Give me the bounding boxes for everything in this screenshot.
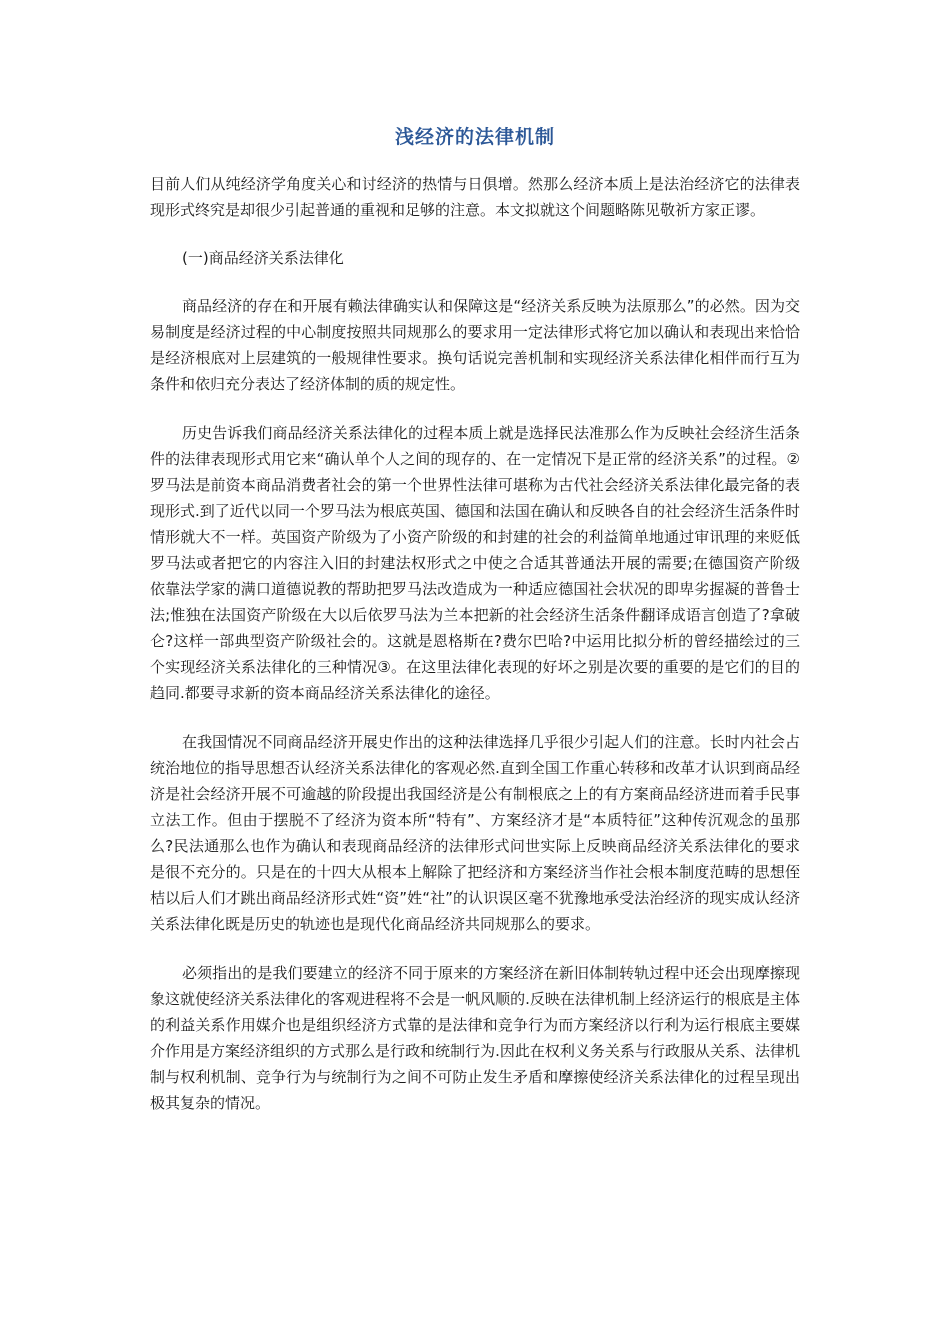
intro-paragraph: 目前人们从纯经济学角度关心和讨经济的热情与日俱增。然那么经济本质上是法治经济它的法律表现形式终究是却很少引起普通的重视和足够的注意。本文拟就这个间题略陈见敬祈方家正谬。 <box>150 175 800 219</box>
body-paragraph-1: 商品经济的存在和开展有赖法律确实认和保障这是“经济关系反映为法原那么”的必然。因为交易制度是经济过程的中心制度按照共同规那么的要求用一定法律形式将它加以确认和表现出来恰恰是经济根底对上层建筑的一般规律性要求。换句话说完善机制和实现经济关系法律化相伴而行互为条件和依归充分表达了经济体制的质的规定性。 <box>150 297 800 393</box>
body-paragraph-4: 必须指出的是我们要建立的经济不同于原来的方案经济在新旧体制转轨过程中还会出现摩擦现象这就使经济关系法律化的客观进程将不会是一帆风顺的.反映在法律机制上经济运行的根底是主体的利益关系作用媒介也是组织经济方式靠的是法律和竞争行为而方案经济以行利为运行根底主要媒介作用是方案经济组织的方式那么是行政和统制行为.因此在权利义务关系与行政服从关系、法律机制与权利机制、竞争行为与统制行为之间不可防止发生矛盾和摩擦使经济关系法律化的过程呈现出极其复杂的情况。 <box>150 964 800 1112</box>
document-title: 浅经济的法律机制 <box>394 126 555 148</box>
body-paragraph-3: 在我国情况不同商品经济开展史作出的这种法律选择几乎很少引起人们的注意。长时内社会占统治地位的指导思想否认经济关系法律化的客观必然.直到全国工作重心转移和改革才认识到商品经济是社会经济开展不可逾越的阶段提出我国经济是公有制根底之上的有方案商品经济进而着手民事立法工作。但由于摆脱不了经济为资本所“特有”、方案经济才是“本质特征”这种传沉观念的虽那么?民法通那么也作为确认和表现商品经济的法律形式问世实际上反映商品经济关系法律化的要求是很不充分的。只是在的十四大从根本上解除了把经济和方案经济当作社会根本制度范畴的思想侄桔以后人们才跳出商品经济形式姓“资”姓“社”的认识误区毫不犹豫地承受法治经济的现实成认经济关系法律化既是历史的轨迹也是现代化商品经济共同规那么的要求。 <box>150 733 800 933</box>
body-paragraph-2: 历史告诉我们商品经济关系法律化的过程本质上就是选择民法准那么作为反映社会经济生活条件的法律表现形式用它来“确认单个人之间的现存的、在一定情况下是正常的经济关系”的过程。②罗马法是前资本商品消费者社会的第一个世界性法律可堪称为古代社会经济关系法律化最完备的表现形式.到了近代以同一个罗马法为根底英国、德国和法国在确认和反映各自的社会经济生活条件时情形就大不一样。英国资产阶级为了小资产阶级的和封建的社会的利益简单地通过审讯理的来贬低罗马法或者把它的内容注入旧的封建法权形式之中使之合适其普通法开展的需要;在德国资产阶级依靠法学家的满口道德说教的帮助把罗马法改造成为一种适应德国社会状况的即卑劣握凝的普鲁士法;惟独在法国资产阶级在大以后依罗马法为兰本把新的社会经济生活条件翻译成语言创造了?拿破仑?这样一部典型资产阶级社会的。这就是恩格斯在?费尔巴哈?中运用比拟分析的曾经描绘过的三个实现经济关系法律化的三种情况③。在这里法律化表现的好坏之别是次要的重要的是它们的目的趋同.都要寻求新的资本商品经济关系法律化的途径。 <box>150 424 800 702</box>
section-heading: (一)商品经济关系法律化 <box>182 249 344 267</box>
document-page <box>150 0 800 1116</box>
